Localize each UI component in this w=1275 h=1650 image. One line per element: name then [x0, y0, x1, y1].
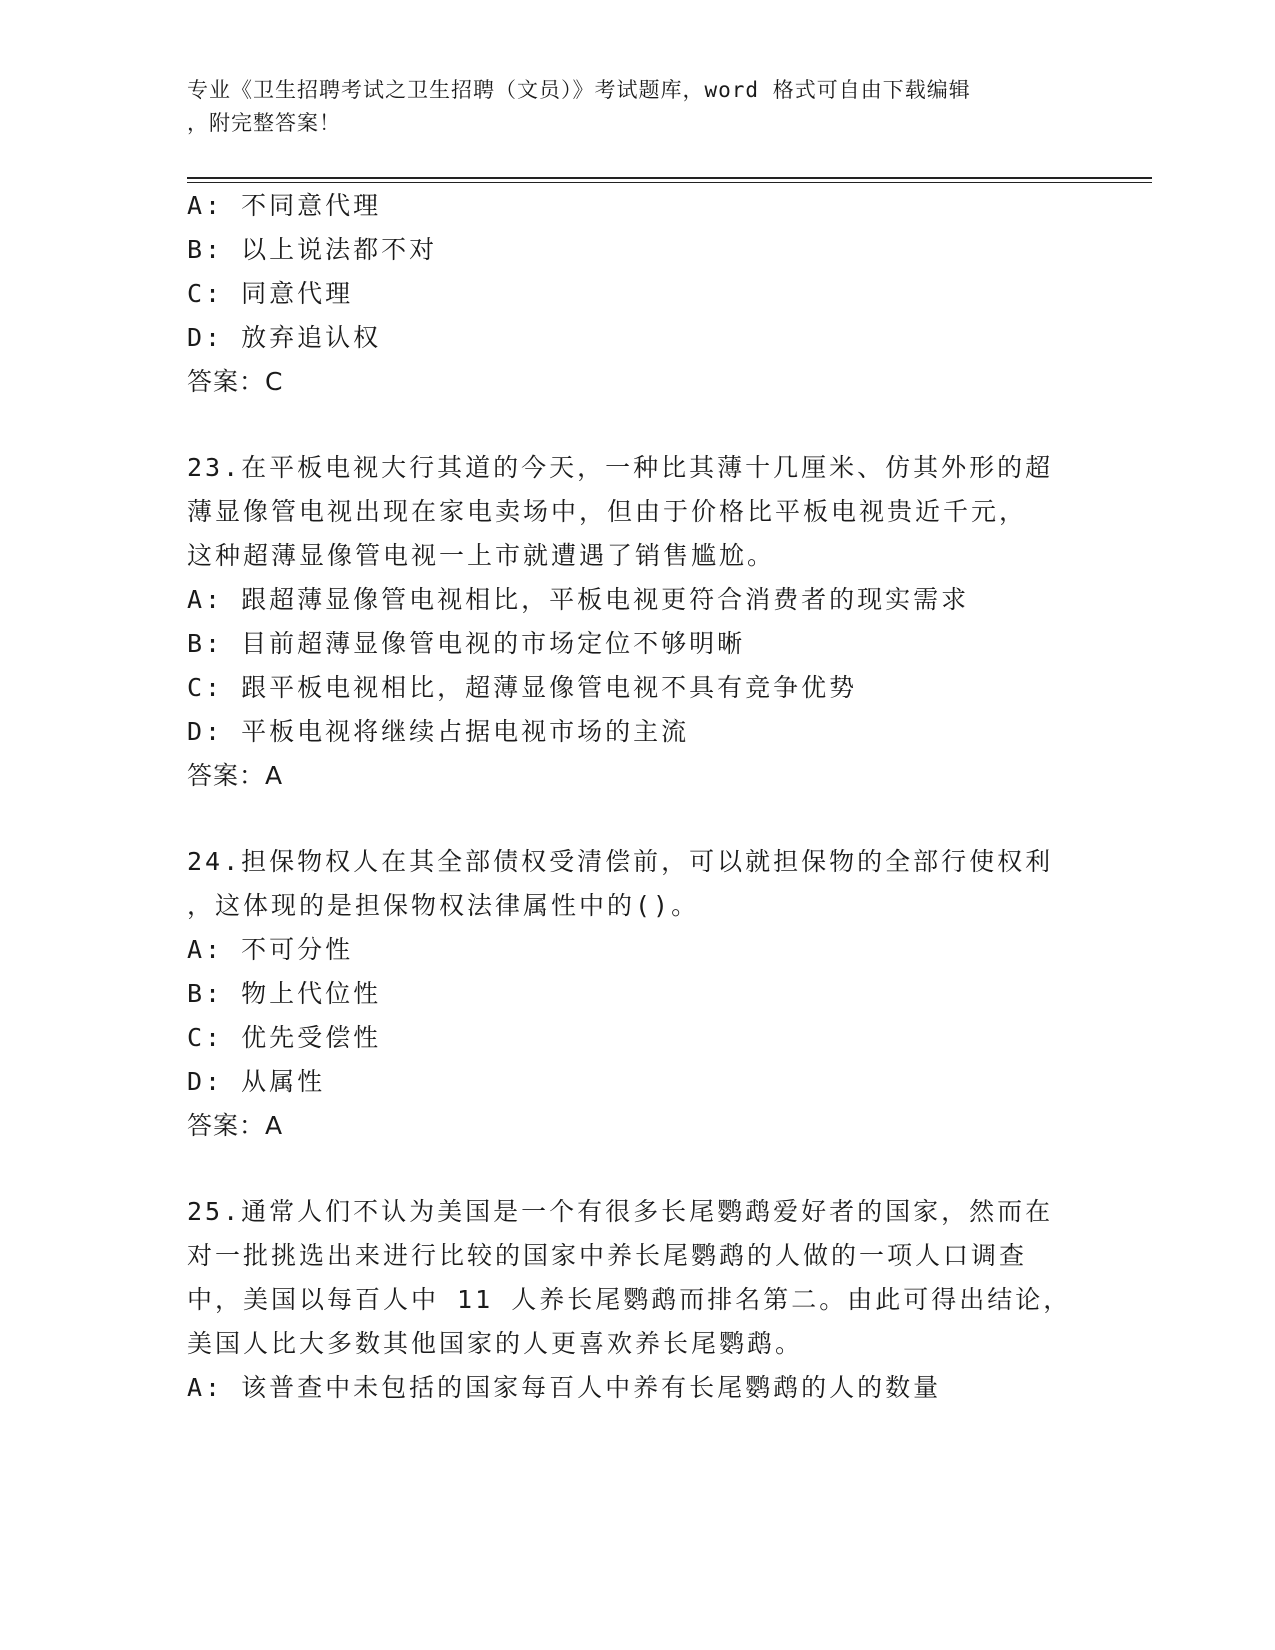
question-24-option-a: A: 不可分性 [187, 935, 354, 964]
header-divider [187, 177, 1152, 179]
question-24-option-c: C: 优先受偿性 [187, 1023, 382, 1052]
question-23-stem-line-3: 这种超薄显像管电视一上市就遭遇了销售尴尬。 [187, 541, 776, 570]
question-25-option-a: A: 该普查中未包括的国家每百人中养有长尾鹦鹉的人的数量 [187, 1373, 942, 1402]
question-23-option-b: B: 目前超薄显像管电视的市场定位不够明晰 [187, 629, 746, 658]
question-24-stem-line-1: 24.担保物权人在其全部债权受清偿前，可以就担保物的全部行使权利 [187, 847, 1054, 876]
question-25-stem-line-3: 中，美国以每百人中 11 人养长尾鹦鹉而排名第二。由此可得出结论， [187, 1285, 1072, 1314]
option-b: B: 以上说法都不对 [187, 235, 438, 264]
question-25-stem-line-1: 25.通常人们不认为美国是一个有很多长尾鹦鹉爱好者的国家，然而在 [187, 1197, 1054, 1226]
question-24-option-d: D: 从属性 [187, 1067, 326, 1096]
question-23-stem-line-1: 23.在平板电视大行其道的今天，一种比其薄十几厘米、仿其外形的超 [187, 453, 1054, 482]
header-line-1: 专业《卫生招聘考试之卫生招聘（文员）》考试题库，word 格式可自由下载编辑 [187, 78, 971, 102]
option-d: D: 放弃追认权 [187, 323, 382, 352]
question-23-answer: 答案：A [187, 761, 284, 790]
question-24-answer: 答案：A [187, 1111, 284, 1140]
question-23-option-d: D: 平板电视将继续占据电视市场的主流 [187, 717, 690, 746]
header-line-2: ，附完整答案！ [187, 111, 341, 135]
document-header [187, 74, 1067, 140]
question-24-option-b: B: 物上代位性 [187, 979, 382, 1008]
question-25-stem-line-4: 美国人比大多数其他国家的人更喜欢养长尾鹦鹉。 [187, 1329, 804, 1358]
option-c: C: 同意代理 [187, 279, 354, 308]
question-23-option-c: C: 跟平板电视相比，超薄显像管电视不具有竞争优势 [187, 673, 858, 702]
option-a: A: 不同意代理 [187, 191, 382, 220]
question-23-option-a: A: 跟超薄显像管电视相比，平板电视更符合消费者的现实需求 [187, 585, 970, 614]
header-divider-thin [187, 182, 1152, 183]
question-25-stem-line-2: 对一批挑选出来进行比较的国家中养长尾鹦鹉的人做的一项人口调查 [187, 1241, 1028, 1270]
answer-label: 答案：C [187, 367, 284, 396]
question-24-stem-line-2: ，这体现的是担保物权法律属性中的()。 [187, 891, 700, 920]
question-23-stem-line-2: 薄显像管电视出现在家电卖场中，但由于价格比平板电视贵近千元， [187, 497, 1028, 526]
